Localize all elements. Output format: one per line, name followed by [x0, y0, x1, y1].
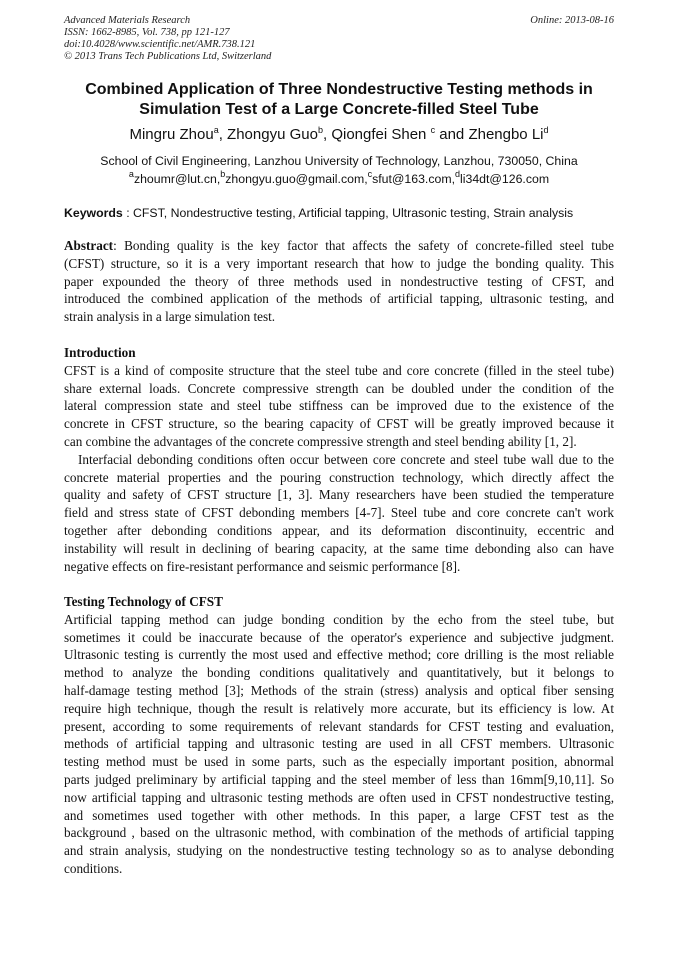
- email-mark: a: [128, 169, 134, 179]
- keywords-text: CFST, Nondestructive testing, Artificial tapping, Ultrasonic testing, Strain analysis: [133, 206, 574, 220]
- author-name: Qiongfei Shen: [331, 126, 431, 143]
- text-line: concrete material properties and the pouring construction technology, which directly affect the: [64, 469, 614, 485]
- journal-name: Advanced Materials Research: [64, 15, 191, 26]
- text-line: methods of artificial tapping and ultrasonic testing are used in all CFST members. Ultrasonic: [64, 736, 614, 752]
- text-line: quality and safety of CFST structure [1, 3]. Many researchers have been studied the temperature: [64, 487, 614, 503]
- author-list: [0, 126, 678, 143]
- author-name: Zhengbo Li: [468, 126, 544, 143]
- text-line: parts judged preliminary by artificial tapping and the steel member of less than 16mm[9,10,11]. So: [64, 771, 614, 787]
- text-line: lateral compression state and steel tube stiffness can be improved due to the existence of the: [64, 398, 614, 414]
- text-line: field and stress state of CFST debonding members [4-7]. Steel tube and core concrete can't work: [64, 505, 614, 521]
- text-line: sometimes it could be inaccurate because of the operator's experience and subjective judgment.: [64, 629, 614, 645]
- affiliation: School of Civil Engineering, Lanzhou University of Technology, Lanzhou, 730050, China: [100, 154, 578, 168]
- text-line: Ultrasonic testing is currently the most used and effective method; core drilling is the most reliable: [64, 647, 614, 663]
- email-mark: c: [367, 169, 373, 179]
- paragraph: [64, 611, 614, 878]
- author-separator: ,: [218, 126, 228, 143]
- text-line: concrete in CFST structure, so the bearing capacity of CFST will be greatly improved because it: [64, 416, 614, 432]
- section-heading: Testing Technology of CFST: [64, 594, 223, 609]
- text-line: conditions.: [64, 860, 123, 876]
- abstract: [64, 237, 614, 326]
- issn: ISSN: 1662-8985, Vol. 738, pp 121-127: [64, 27, 230, 38]
- author-name: Mingru Zhou: [129, 126, 214, 143]
- abstract-line: paper expounded the theory of three methods used in nondestructive testing of CFST, and: [64, 273, 614, 289]
- doi: doi:10.4028/www.scientific.net/AMR.738.121: [64, 39, 256, 50]
- email-address: li34dt@126.com: [460, 172, 550, 186]
- author-affiliation-mark: d: [543, 125, 549, 135]
- email-mark: d: [455, 169, 461, 179]
- author-affiliation-mark: a: [213, 125, 219, 135]
- section-introduction: [64, 344, 614, 575]
- abstract-line: introduced the combined application of the methods of artificial tapping, ultrasonic testing, and: [64, 291, 614, 307]
- text-line: half-damage testing method [3]; Methods of the strain (stress) analysis and optical fiber sensing: [64, 682, 614, 698]
- abstract-line: [64, 237, 614, 255]
- abstract-line: strain analysis in a large simulation test.: [64, 309, 276, 325]
- text-line: and strain analysis, studying on the nondestructive testing technology so as to analyse debonding: [64, 843, 614, 859]
- text-line: testing method must be used in some parts, such as the especially important position, abnormal: [64, 754, 614, 770]
- email-address: zhongyu.guo@gmail.com,: [225, 172, 368, 186]
- text-line: Interfacial debonding conditions often occur between core concrete and steel tube wall due to the: [78, 451, 614, 467]
- author-affiliation-mark: c: [430, 125, 436, 135]
- keywords-sep: :: [122, 206, 134, 220]
- author-name: Zhongyu Guo: [227, 126, 318, 143]
- section-testing-technology: [64, 593, 614, 878]
- email-list: [0, 169, 678, 186]
- text-line: instability will result in declining of bearing capacity, at the same time debonding also can have: [64, 540, 614, 556]
- paper-title: [0, 80, 678, 120]
- author-separator: ,: [322, 126, 332, 143]
- keywords-label: Keywords: [64, 206, 123, 220]
- journal-info: [64, 15, 271, 63]
- text-line: share external loads. Concrete compressive strength can be doubled under the condition of the: [64, 380, 614, 396]
- paragraph: [64, 362, 614, 451]
- online-date: Online: 2013-08-16: [530, 15, 614, 26]
- paragraph: [64, 451, 614, 576]
- text-line: negative effects on fire-resistant performance and seismic performance [8].: [64, 558, 461, 574]
- section-heading: Introduction: [64, 345, 136, 360]
- abstract-label: Abstract: [64, 238, 114, 253]
- title-line-1: Combined Application of Three Nondestructive Testing methods in: [85, 81, 593, 98]
- keywords: [64, 206, 573, 220]
- text-line: Artificial tapping method can judge bonding condition by the echo from the steel tube, but: [64, 611, 614, 627]
- email-address: zhoumr@lut.cn,: [133, 172, 221, 186]
- abstract-text: : Bonding quality is the key factor that affects the safety of concrete-filled steel tube: [113, 238, 614, 253]
- text-line: CFST is a kind of composite structure that the steel tube and core concrete (filled in the steel tube): [64, 362, 614, 378]
- text-line: method to analyze the bonding conditions qualitatively and quantitatively, but it belongs to: [64, 665, 614, 681]
- text-line: and sometimes used together with other methods. In this paper, a large CFST test as the: [64, 807, 614, 823]
- copyright: © 2013 Trans Tech Publications Ltd, Switzerland: [64, 51, 272, 62]
- text-line: require high technique, though the result is relatively more accurate, but its efficiency is low. At: [64, 700, 614, 716]
- text-line: present, according to some requirements of relevant standards for CFST testing and evaluation,: [64, 718, 614, 734]
- text-line: together after debonding conditions appear, and its deformation discontinuity, eccentric and: [64, 522, 614, 538]
- text-line: now artificial tapping and ultrasonic testing methods are often used in CFST nondestructive testing,: [64, 789, 614, 805]
- title-line-2: Simulation Test of a Large Concrete-filled Steel Tube: [139, 101, 539, 118]
- text-line: background , based on the ultrasonic method, with combination of the methods of artificial tapping: [64, 825, 614, 841]
- author-separator: and: [435, 126, 469, 143]
- email-address: sfut@163.com,: [372, 172, 455, 186]
- abstract-line: (CFST) structure, so it is a very important research that how to judge the bonding quality. This: [64, 255, 614, 271]
- text-line: can combine the advantages of the concrete compressive strength and steel bending ability [1, 2].: [64, 433, 577, 449]
- author-affiliation-mark: b: [317, 125, 323, 135]
- email-mark: b: [220, 169, 226, 179]
